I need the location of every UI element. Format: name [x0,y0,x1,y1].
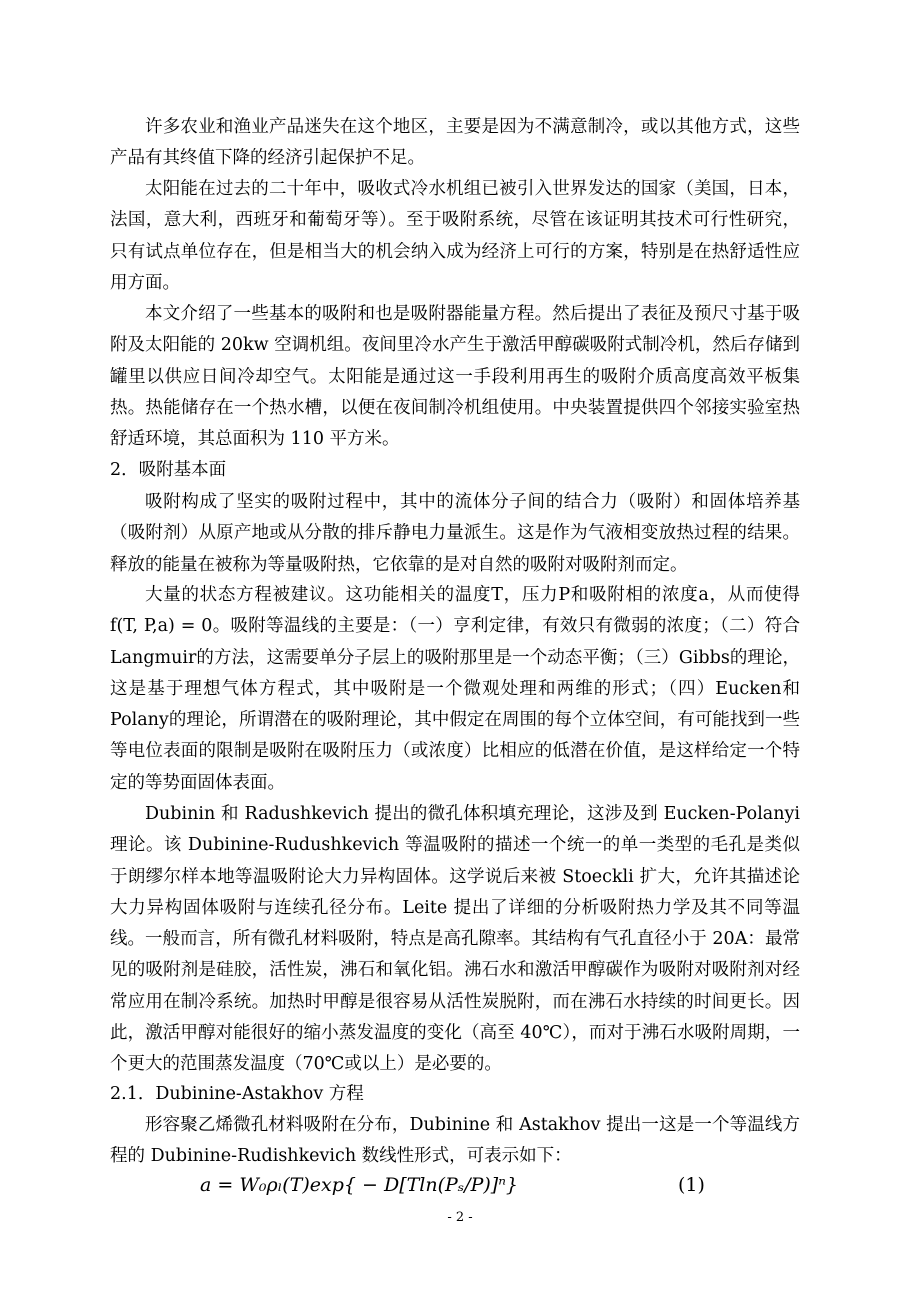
equation-expression: a = W₀ρₗ(T)exp{ − D[Tln(Pₛ/P)]ⁿ} [200,1174,518,1196]
equation-1 [200,1168,710,1202]
paragraph-5: 大量的状态方程被建议。这功能相关的温度T，压力P和吸附相的浓度a，从而使得f(T, P,a) = 0。吸附等温线的主要是：（一）亨利定律，有效只有微弱的浓度；（二）符合Langmuir的方法，这需要单分子层上的吸附那里是一个动态平衡；（三）Gibbs的理论，这是基于理想气体方程式，其中吸附是一个微观处理和两维的形式；（四）Eucken和Polany的理论，所谓潜在的吸附理论，其中假定在周围的每个立体空间，有可能找到一些等电位表面的限制是吸附在吸附压力（或浓度）比相应的低潜在价值，是这样给定一个特定的等势面固体表面。 [110,585,800,793]
page-number: - 2 - [447,1210,473,1225]
paragraph-6: Dubinin 和 Radushkevich 提出的微孔体积填充理论，这涉及到 Eucken-Polanyi 理论。该 Dubinine-Rudushkevich 等温吸附的描述一个统一的单一类型的毛孔是类似于朗缪尔样本地等温吸附论大力异构固体。这学说后来被 Stoeckli 扩大，允许其描述论大力异构固体吸附与连续孔径分布。Leite 提出了详细的分析吸附热力学及其不同等温线。 [110,804,800,950]
section-heading-2-1: 2.1．Dubinine-Astakhov 方程 [110,1084,364,1104]
paragraph-3: 本文介绍了一些基本的吸附和也是吸附器能量方程。然后提出了表征及预尺寸基于吸附及太阳能的 20kw 空调机组。夜间里冷水产生于激活甲醇碳吸附式制冷机，然后存储到罐里以供应日间冷却空气。太阳能是通过这一手段利用再生的吸附介质高度高效平板集热。热能储存在一个热水槽，以便在夜间制冷机组使用。中央装置提供四个邻接实验室热舒适环境，其总面积为 110 平方米。 [110,304,800,450]
paragraph-4: 吸附构成了坚实的吸附过程中，其中的流体分子间的结合力（吸附）和固体培养基（吸附剂）从原产地或从分散的排斥静电力量派生。这是作为气液相变放热过程的结果。释放的能量在被称为等量吸附热，它依靠的是对自然的吸附对吸附剂而定。 [110,492,800,575]
paragraph-1: 许多农业和渔业产品迷失在这个地区，主要是因为不满意制冷，或以其他方式，这些产品有其终值下降的经济引起保护不足。 [110,117,800,169]
equation-number: (1) [678,1174,705,1196]
paragraph-2: 太阳能在过去的二十年中，吸收式冷水机组已被引入世界发达的国家（美国，日本，法国，意大利，西班牙和葡萄牙等）。至于吸附系统，尽管在该证明其技术可行性研究，只有试点单位存在，但是相当大的机会纳入成为经济上可行的方案，特别是在热舒适性应用方面。 [110,179,800,293]
section-heading-2: 2．吸附基本面 [110,460,227,480]
paragraph-7: 一般而言，所有微孔材料吸附，特点是高孔隙率。其结构有气孔直径小于 20A：最常见的吸附剂是硅胶，活性炭，沸石和氧化铝。沸石水和激活甲醇碳作为吸附对吸附剂对经常应用在制冷系统。加热时甲醇是很容易从活性炭脱附，而在沸石水持续的时间更长。因此，激活甲醇对能很好的缩小蒸发温度的变化（高至 40℃），而对于沸石水吸附周期，一个更大的范围蒸发温度（70℃或以上）是必要的。 [110,929,800,1075]
paragraph-8: 形容聚乙烯微孔材料吸附在分布，Dubinine 和 Astakhov 提出一这是一个等温线方程的 Dubinine-Rudishkevich 数线性形式，可表示如下： [110,1115,800,1167]
